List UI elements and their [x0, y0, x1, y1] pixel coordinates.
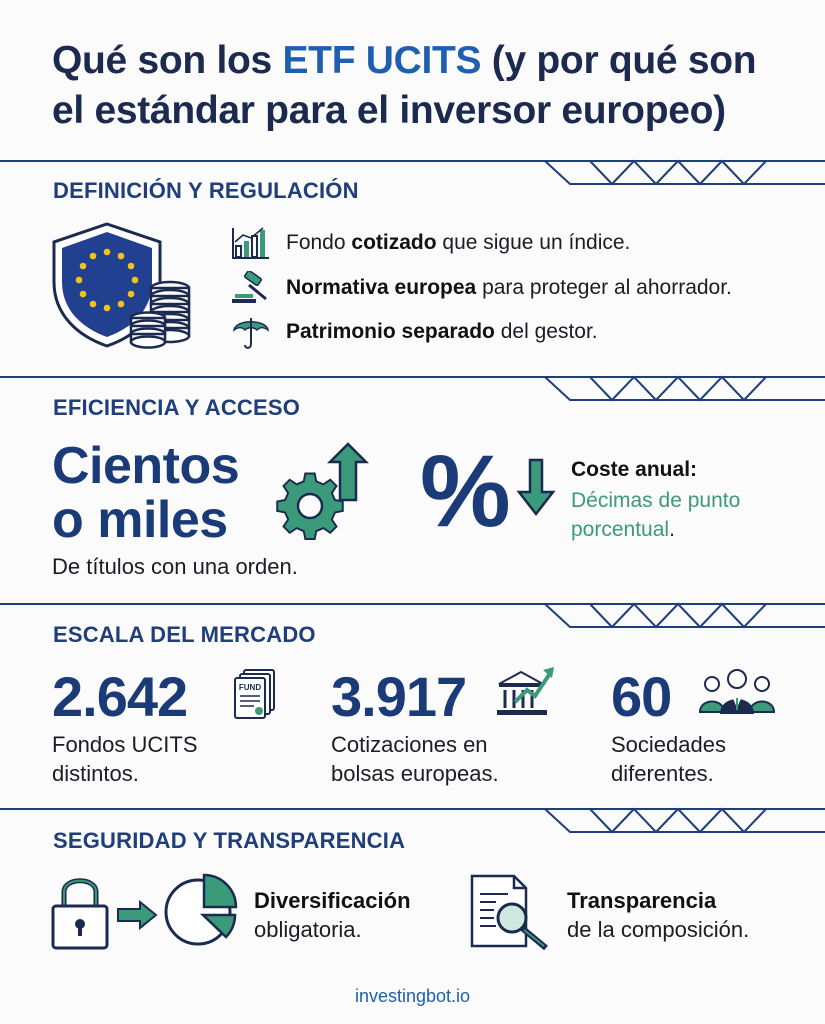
section-heading-seguridad: SEGURIDAD Y TRANSPARENCIA — [53, 828, 406, 853]
bar-chart-icon — [230, 225, 272, 261]
diversificacion-plain: obligatoria. — [254, 917, 362, 942]
cost-value-line1: Décimas de punto — [571, 489, 741, 512]
diversificacion-text — [254, 886, 411, 944]
text-post: para proteger al ahorrador. — [476, 276, 732, 299]
cost-value — [571, 486, 740, 544]
padlock-icon — [50, 872, 115, 952]
document-magnifier-icon — [468, 872, 552, 952]
umbrella-icon — [230, 314, 272, 350]
cost-label: Coste anual: — [571, 458, 698, 481]
text-pre: Fondo — [286, 231, 352, 254]
section-heading-eficiencia: EFICIENCIA Y ACCESO — [53, 395, 301, 420]
cost-value-period: . — [669, 518, 675, 541]
stat-caption-line1: Fondos UCITS — [52, 732, 198, 757]
text-post: del gestor. — [494, 320, 598, 343]
title-accent: ETF UCITS — [282, 39, 482, 82]
footer-link[interactable]: investingbot.io — [354, 986, 471, 1006]
stat-caption-cotizaciones — [331, 730, 499, 788]
big-stat-caption: De títulos con una orden. — [52, 554, 298, 579]
page-title — [52, 36, 792, 136]
cost-value-line2-wrap — [571, 515, 740, 544]
feature-text — [286, 320, 598, 344]
transparencia-text — [567, 886, 749, 944]
gear-arrow-up-icon — [270, 440, 370, 545]
fund-document-icon — [232, 668, 280, 720]
feature-text — [286, 276, 732, 300]
stat-value-cotizaciones: 3.917 — [331, 665, 467, 728]
arrow-right-icon — [116, 900, 158, 930]
stat-caption-line1: Cotizaciones en — [331, 732, 488, 757]
transparencia-plain: de la composición. — [567, 917, 750, 942]
stat-caption-sociedades — [611, 730, 726, 788]
text-bold: Normativa europea — [286, 276, 477, 299]
stat-caption-line2: diferentes. — [611, 761, 714, 786]
big-stat-line1: Cientos — [52, 437, 240, 495]
fund-label: FUND — [238, 683, 262, 692]
eu-shield-coins-icon — [50, 220, 195, 350]
stat-caption-line2: bolsas europeas. — [331, 761, 499, 786]
stat-caption-line1: Sociedades — [611, 732, 726, 757]
feature-row-patrimonio — [230, 314, 598, 350]
section-heading-escala: ESCALA DEL MERCADO — [53, 622, 316, 647]
stat-value-fondos: 2.642 — [52, 665, 188, 728]
cost-value-line2: porcentual — [571, 518, 670, 541]
feature-text — [286, 231, 630, 255]
people-group-icon — [698, 664, 776, 718]
text-bold: Patrimonio separado — [286, 320, 495, 343]
text-bold: cotizado — [351, 231, 437, 254]
feature-row-cotizado — [230, 225, 630, 261]
stat-value-sociedades: 60 — [611, 665, 672, 728]
big-stat-line2: o miles — [52, 491, 228, 549]
section-heading-definicion: DEFINICIÓN Y REGULACIÓN — [53, 178, 359, 203]
transparencia-bold: Transparencia — [567, 888, 717, 913]
diversificacion-bold: Diversificación — [254, 888, 411, 913]
stock-exchange-icon — [495, 664, 557, 720]
feature-row-normativa — [230, 270, 732, 306]
pie-chart-icon — [162, 870, 242, 950]
stat-caption-fondos — [52, 730, 198, 788]
stat-caption-line2: distintos. — [52, 761, 139, 786]
title-part2: (y por qué son el estándar para el inversor europeo) — [52, 39, 757, 132]
text-post: que sigue un índice. — [436, 231, 631, 254]
percent-symbol: % — [420, 434, 511, 548]
title-part1: Qué son los — [52, 39, 283, 82]
gavel-icon — [230, 270, 272, 306]
arrow-down-icon — [516, 458, 556, 518]
